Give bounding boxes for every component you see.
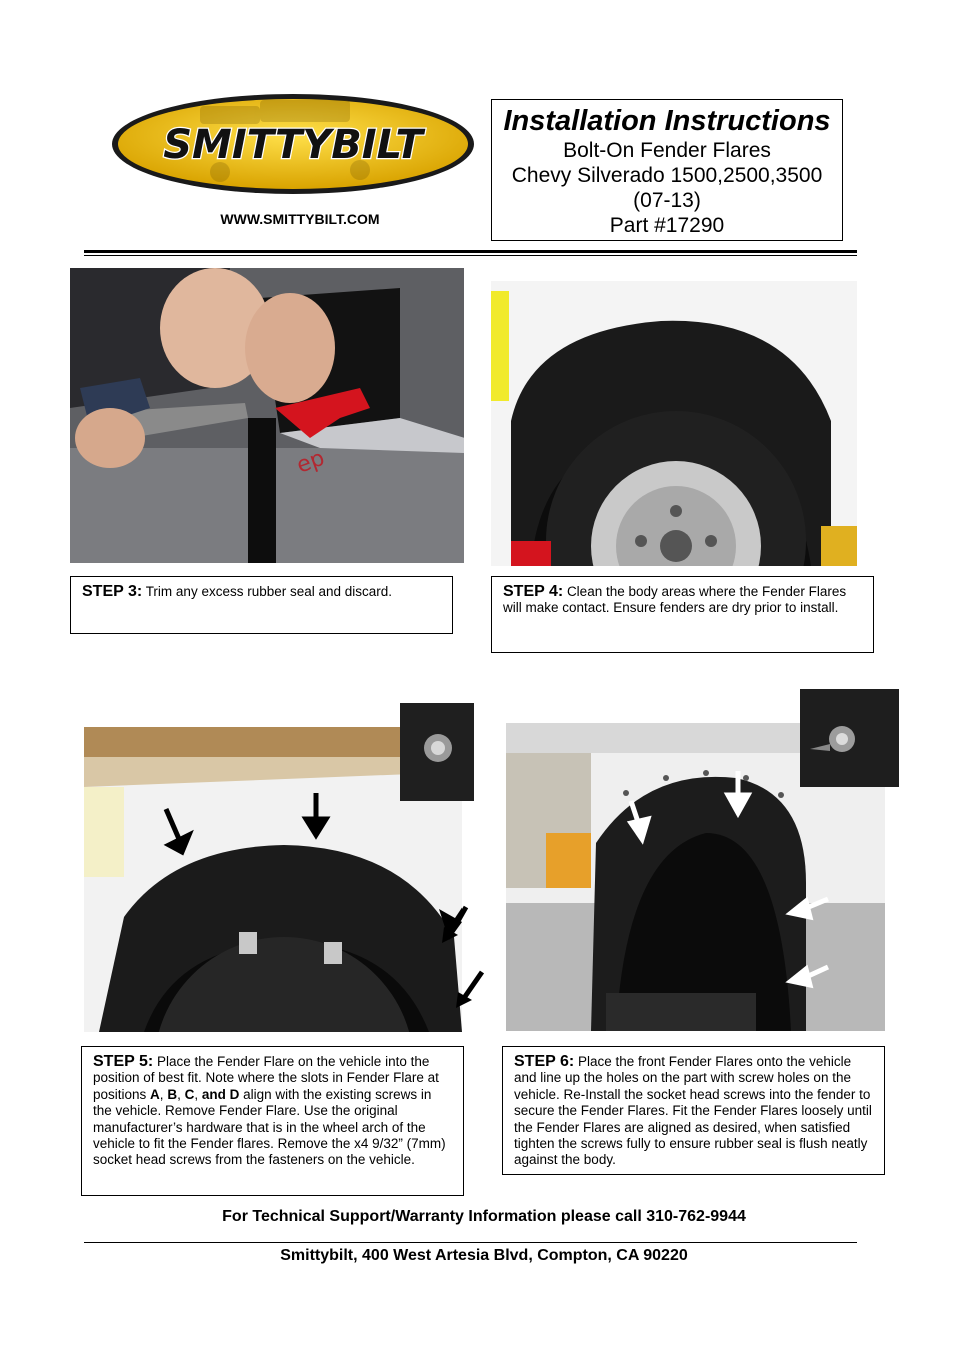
model-years: (07-13) (633, 189, 701, 212)
step3-text: Trim any excess rubber seal and discard. (145, 584, 393, 599)
step5-sep2: , (177, 1086, 185, 1102)
step5-sep3: , (194, 1086, 202, 1102)
step5-pos-b: B (167, 1086, 178, 1102)
step4-photo (491, 281, 857, 566)
step3-label: STEP 3: (82, 583, 143, 600)
vehicle-model: Chevy Silverado 1500,2500,3500 (511, 164, 823, 187)
step5-pos-d: and D (201, 1086, 240, 1102)
header-divider (84, 250, 857, 253)
step6-inset-photo (800, 689, 899, 787)
logo-wordmark: SMITTYBILT (163, 122, 423, 168)
company-address: Smittybilt, 400 West Artesia Blvd, Compton, CA 90220 (280, 1247, 688, 1264)
step5-pos-c: C (184, 1086, 195, 1102)
step4-label: STEP 4: (503, 583, 564, 600)
step5-label: STEP 5: (93, 1053, 154, 1070)
footer-divider (84, 1242, 857, 1243)
step5-box (81, 1046, 464, 1196)
smittybilt-logo (110, 92, 476, 196)
step5-text-part2: align with the existing screws in the vehicle. Remove Fender Flare. Use the original manufacturer’s hardware that is in the wheel arch of the vehicle to fit the Fender flares. Remove the x4 9/32” (7mm) socket head screws from the fasteners on the vehicle. (93, 1086, 446, 1168)
step5-arrow-d (452, 970, 486, 1010)
step3-photo (70, 268, 464, 563)
page-title: Installation Instructions (503, 105, 831, 137)
step5-text-part1: Place the Fender Flare on the vehicle into the position of best fit. Note where the slots in Fender Flare at positions (93, 1054, 439, 1102)
svg-text:ep: ep (293, 445, 328, 479)
step3-box (70, 576, 453, 634)
step6-label: STEP 6: (514, 1053, 575, 1070)
header-divider-thin (84, 255, 857, 256)
step6-text: Place the front Fender Flares onto the vehicle and line up the holes on the part with screw holes on the vehicle. Re-Install the socket head screws into the fender to secure the Fender Flares. Fit the Fender Flares loosely until the Fender Flares are aligned as desired, when satisfied tighten the screws fully to ensure rubber seal is flush neatly against the body. (514, 1054, 872, 1168)
step4-text: Clean the body areas where the Fender Flares will make contact. Ensure fenders are dry prior to install. (503, 584, 847, 616)
part-number: Part #17290 (609, 214, 725, 237)
website-url[interactable]: WWW.SMITTYBILT.COM (220, 211, 380, 227)
step5-inset-photo (400, 703, 474, 801)
product-name: Bolt-On Fender Flares (563, 139, 771, 162)
step5-arrow-c (440, 905, 470, 945)
support-line: For Technical Support/Warranty Information please call 310-762-9944 (222, 1208, 746, 1225)
title-box (491, 99, 843, 241)
step6-box (502, 1046, 885, 1175)
step5-sep1: , (159, 1086, 168, 1102)
step5-pos-a: A (150, 1086, 160, 1102)
step4-box (491, 576, 874, 653)
